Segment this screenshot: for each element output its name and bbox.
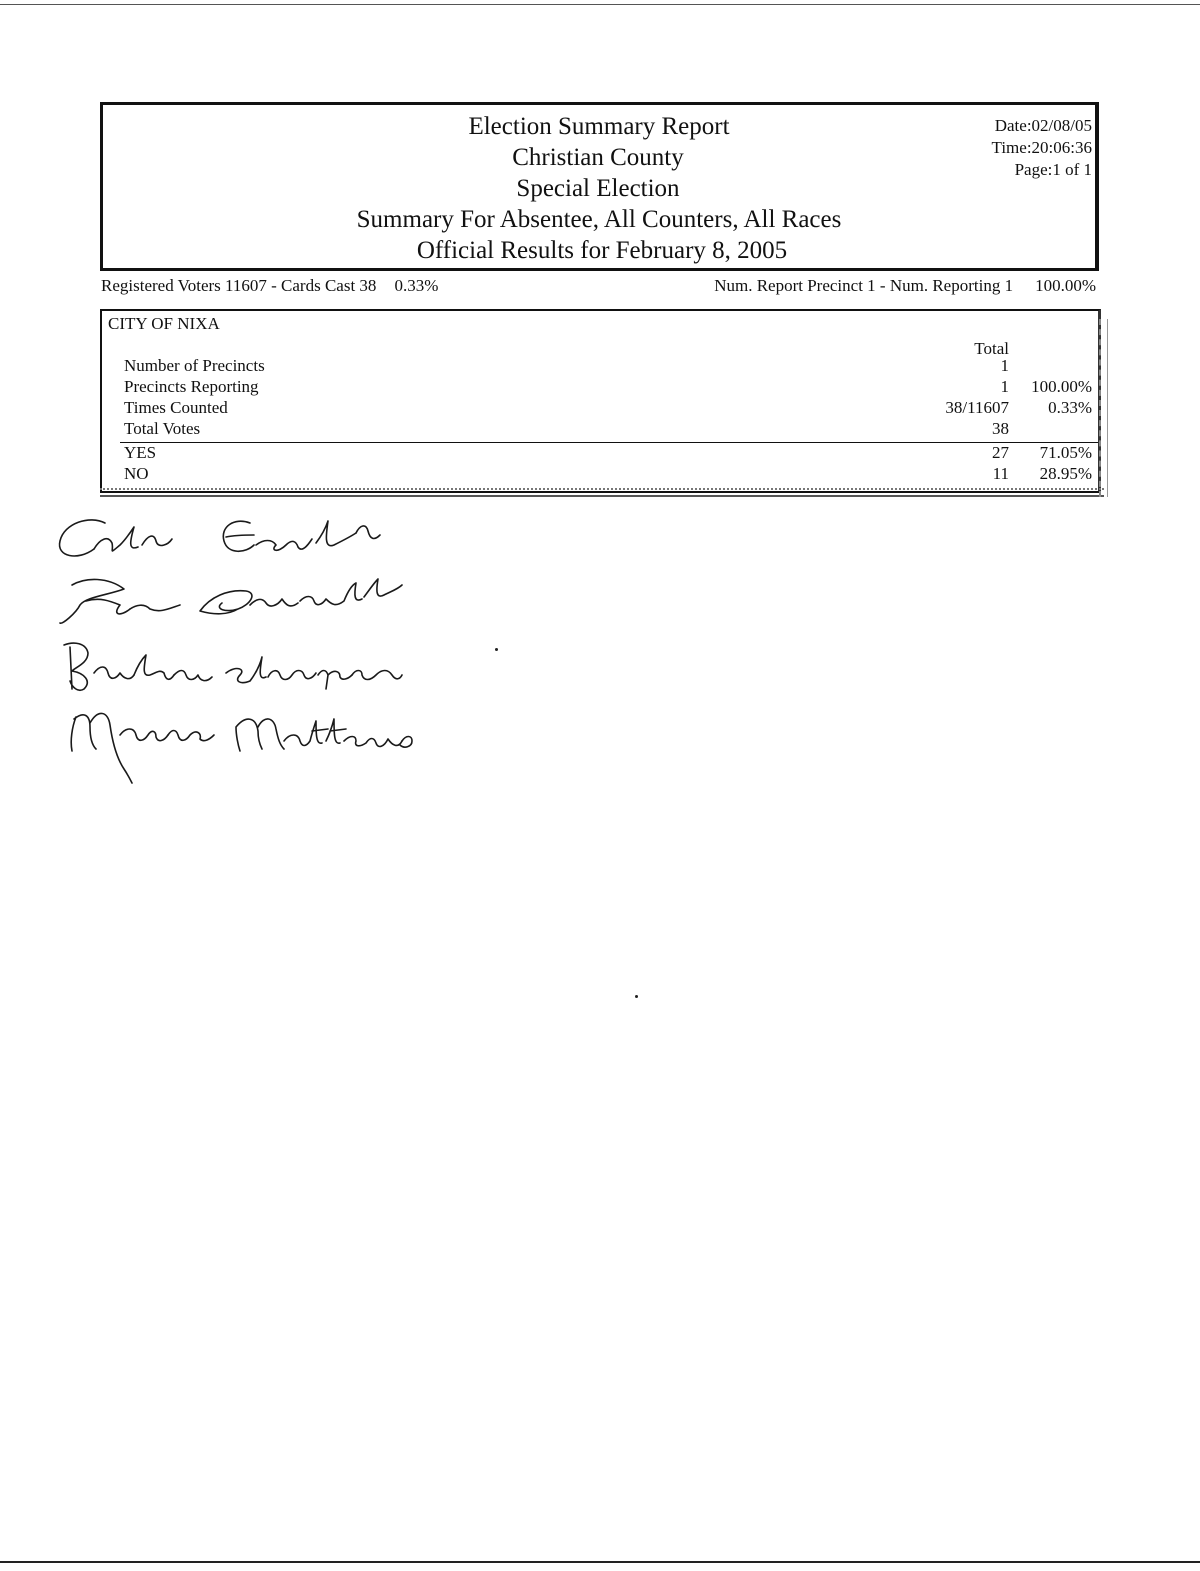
choice-label: NO [124,464,149,483]
box-scan-artifact-bottom [100,488,1104,497]
choice-percent: 28.95% [1039,464,1092,483]
scan-edge-bottom [0,1561,1200,1563]
title-line-official: Official Results for February 8, 2005 [416,237,788,264]
precinct-reporting-line [714,276,1096,296]
choice-total: 11 [992,464,1009,483]
stat-total: 38 [992,419,1009,438]
scan-speck [635,995,638,998]
signature-3 [64,643,402,690]
stat-total: 1 [1000,377,1009,396]
precinct-reporting-text: Num. Report Precinct 1 - Num. Reporting 1 [714,276,1014,295]
stat-row [102,355,1098,376]
choice-row [102,442,1098,463]
stat-percent: 0.33% [1048,398,1092,417]
stat-row [102,376,1098,397]
signature-2 [60,579,402,623]
report-meta [992,115,1092,181]
stat-label: Times Counted [124,398,228,417]
stat-row [102,418,1098,439]
title-line-election: Special Election [516,175,680,202]
stat-label: Precincts Reporting [124,377,259,396]
box-scan-artifact-right [1099,319,1108,497]
stat-row [102,397,1098,418]
signature-1 [60,520,380,556]
stat-percent: 100.00% [1031,377,1092,396]
title-line-report: Election Summary Report [468,113,730,140]
race-name: CITY OF NIXA [108,314,220,333]
stat-total: 1 [1000,356,1009,375]
stat-label: Total Votes [124,419,201,438]
report-time: Time:20:06:36 [991,138,1092,157]
signatures-block [50,505,450,795]
report-page: Page:1 of 1 [1014,160,1092,179]
title-line-summary: Summary For Absentee, All Counters, All Races [356,206,842,233]
registered-voters-line [101,276,438,296]
choice-total: 27 [992,443,1009,462]
registered-voters-text: Registered Voters 11607 - Cards Cast 38 [101,276,377,295]
signature-4 [71,713,412,783]
race-results-box [100,309,1101,493]
total-column-header: Total [974,339,1009,358]
precinct-reporting-percent: 100.00% [1035,276,1096,295]
scan-edge-top [0,4,1200,5]
stat-label: Number of Precincts [124,356,265,375]
report-title [103,111,1099,266]
cards-cast-percent: 0.33% [394,276,439,295]
report-header [100,102,1099,271]
choice-label: YES [124,443,157,462]
stat-total: 38/11607 [945,398,1009,417]
report-date: Date:02/08/05 [994,116,1092,135]
choice-row [102,463,1098,484]
title-line-county: Christian County [512,144,684,171]
scan-speck [495,648,498,651]
choice-percent: 71.05% [1039,443,1092,462]
